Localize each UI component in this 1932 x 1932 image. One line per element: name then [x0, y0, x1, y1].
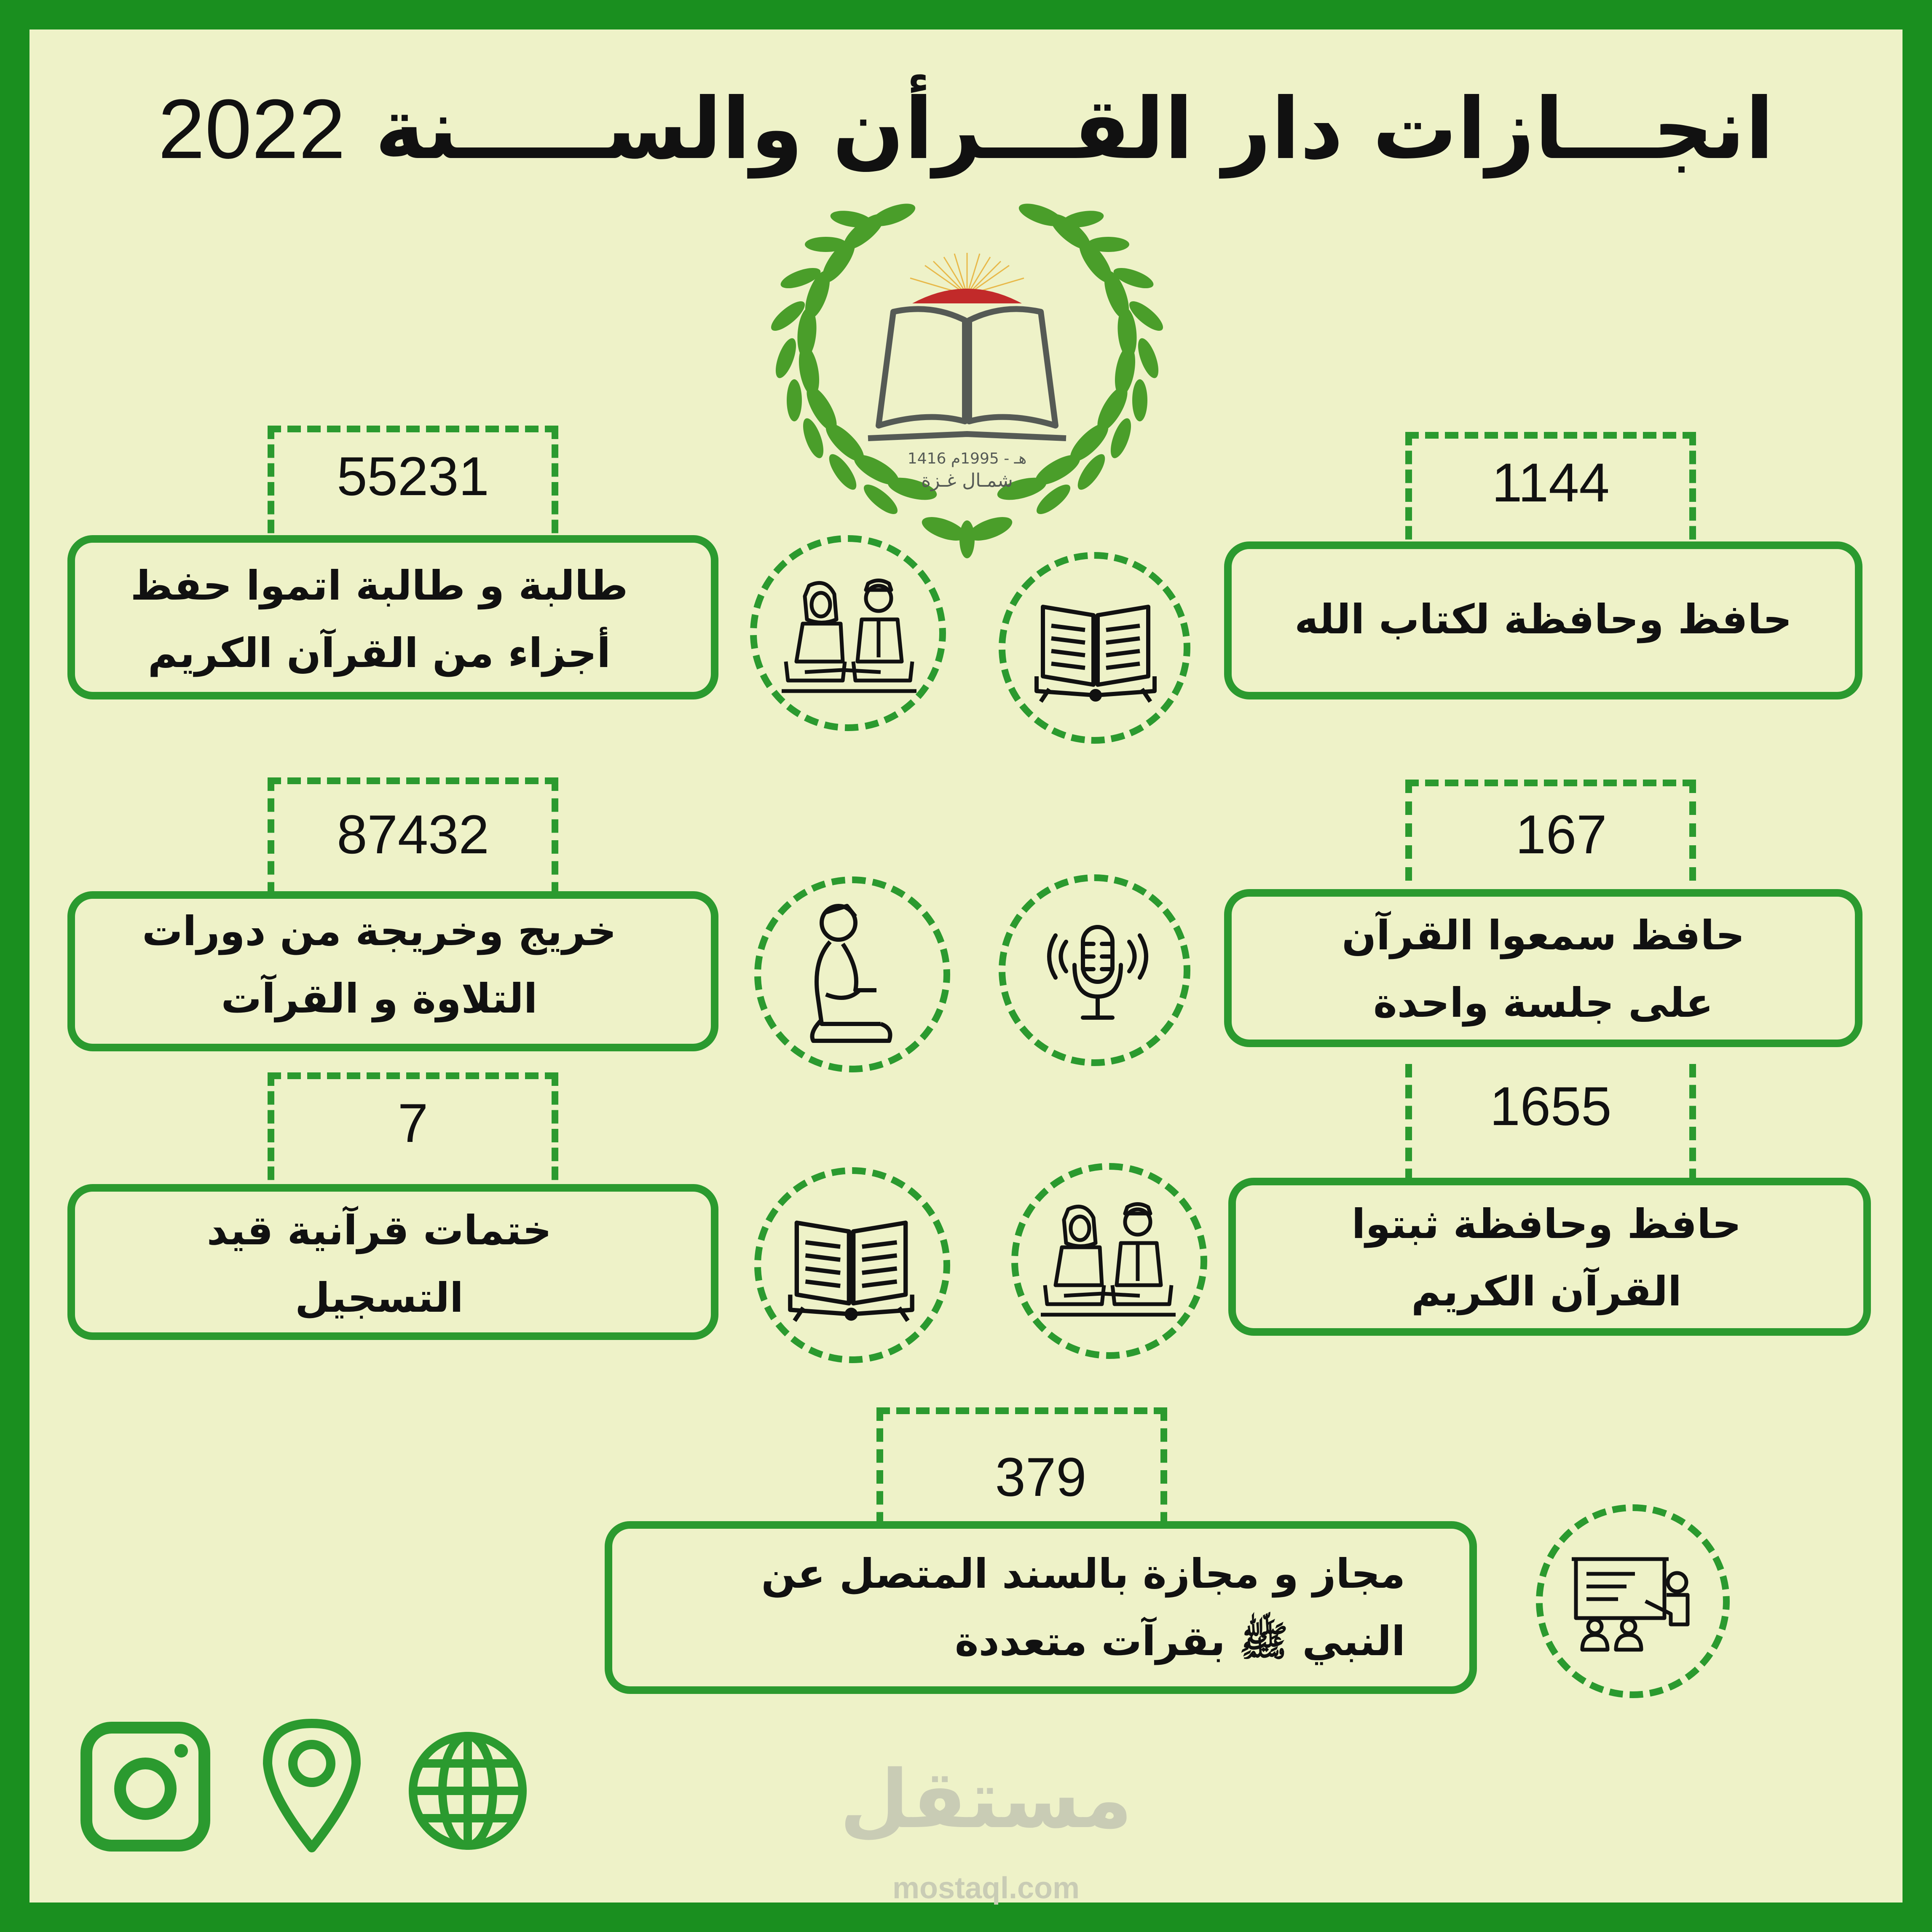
stat-label-line1: خريج وخريجة من دورات — [142, 908, 616, 955]
location-pin-icon[interactable] — [259, 1715, 364, 1854]
page-title — [29, 80, 1903, 178]
students-reading-icon — [1039, 1197, 1178, 1319]
title-text: انجـــازات دار القـــرأن والســـــنة — [375, 80, 1774, 178]
stat-label — [67, 1197, 691, 1332]
stat-label-line2: أجزاء من القرآن الكريم — [147, 630, 611, 677]
microphone-icon — [1043, 919, 1152, 1028]
logo — [767, 169, 1167, 569]
praying-person-icon — [796, 893, 902, 1062]
stat-label-line2: التلاوة و القرآت — [221, 975, 538, 1022]
title-year: 2022 — [158, 82, 346, 176]
stat-number: 55231 — [337, 445, 489, 507]
stat-label — [1224, 586, 1862, 653]
stat-number: 1655 — [1490, 1075, 1612, 1137]
stat-label — [1228, 1190, 1865, 1325]
stat-number: 1144 — [1492, 452, 1610, 513]
stat-label — [605, 1540, 1431, 1675]
open-book-icon — [786, 1205, 916, 1323]
stat-label-line1: حافظ سمعوا القرآن — [1342, 912, 1745, 959]
instagram-icon[interactable] — [78, 1719, 213, 1854]
watermark-url: mostaql.com — [892, 1871, 1080, 1905]
stat-label-line2: النبي ﷺ بقرآت متعددة — [954, 1618, 1405, 1665]
stat-label — [1224, 902, 1862, 1037]
logo-place: شمـال غـزة — [921, 470, 1013, 491]
teacher-board-icon — [1572, 1551, 1694, 1652]
open-book-icon — [1032, 590, 1159, 704]
stat-label-line1: حافظ وحافظة ثبتوا — [1351, 1200, 1742, 1248]
stat-label-line2: التسجيل — [295, 1274, 464, 1321]
stat-number: 87432 — [337, 804, 489, 865]
stat-label-line1: ختمات قرآنية قيد — [206, 1207, 552, 1254]
stat-label-line2: على جلسة واحدة — [1373, 979, 1713, 1026]
stat-label-line1: مجاز و مجازة بالسند المتصل عن — [761, 1550, 1405, 1597]
stat-label — [67, 898, 691, 1032]
logo-dates: 1416 هـ - 1995م — [907, 450, 1027, 467]
stat-number: 167 — [1515, 804, 1607, 865]
stat-label-line2: القرآن الكريم — [1411, 1268, 1682, 1315]
laurel-wreath-icon — [767, 169, 1167, 569]
globe-icon[interactable] — [405, 1728, 531, 1854]
watermark-brand: مستقل — [839, 1753, 1133, 1846]
stat-number: 7 — [397, 1092, 429, 1154]
students-reading-icon — [780, 573, 919, 695]
stat-label — [67, 552, 691, 687]
stat-label-line1: طالبة و طالبة اتموا حفظ — [130, 562, 628, 609]
stat-number: 379 — [995, 1446, 1087, 1508]
infographic-panel — [29, 29, 1903, 1903]
stat-label-line1: حافظ وحافظة لكتاب الله — [1294, 596, 1792, 643]
